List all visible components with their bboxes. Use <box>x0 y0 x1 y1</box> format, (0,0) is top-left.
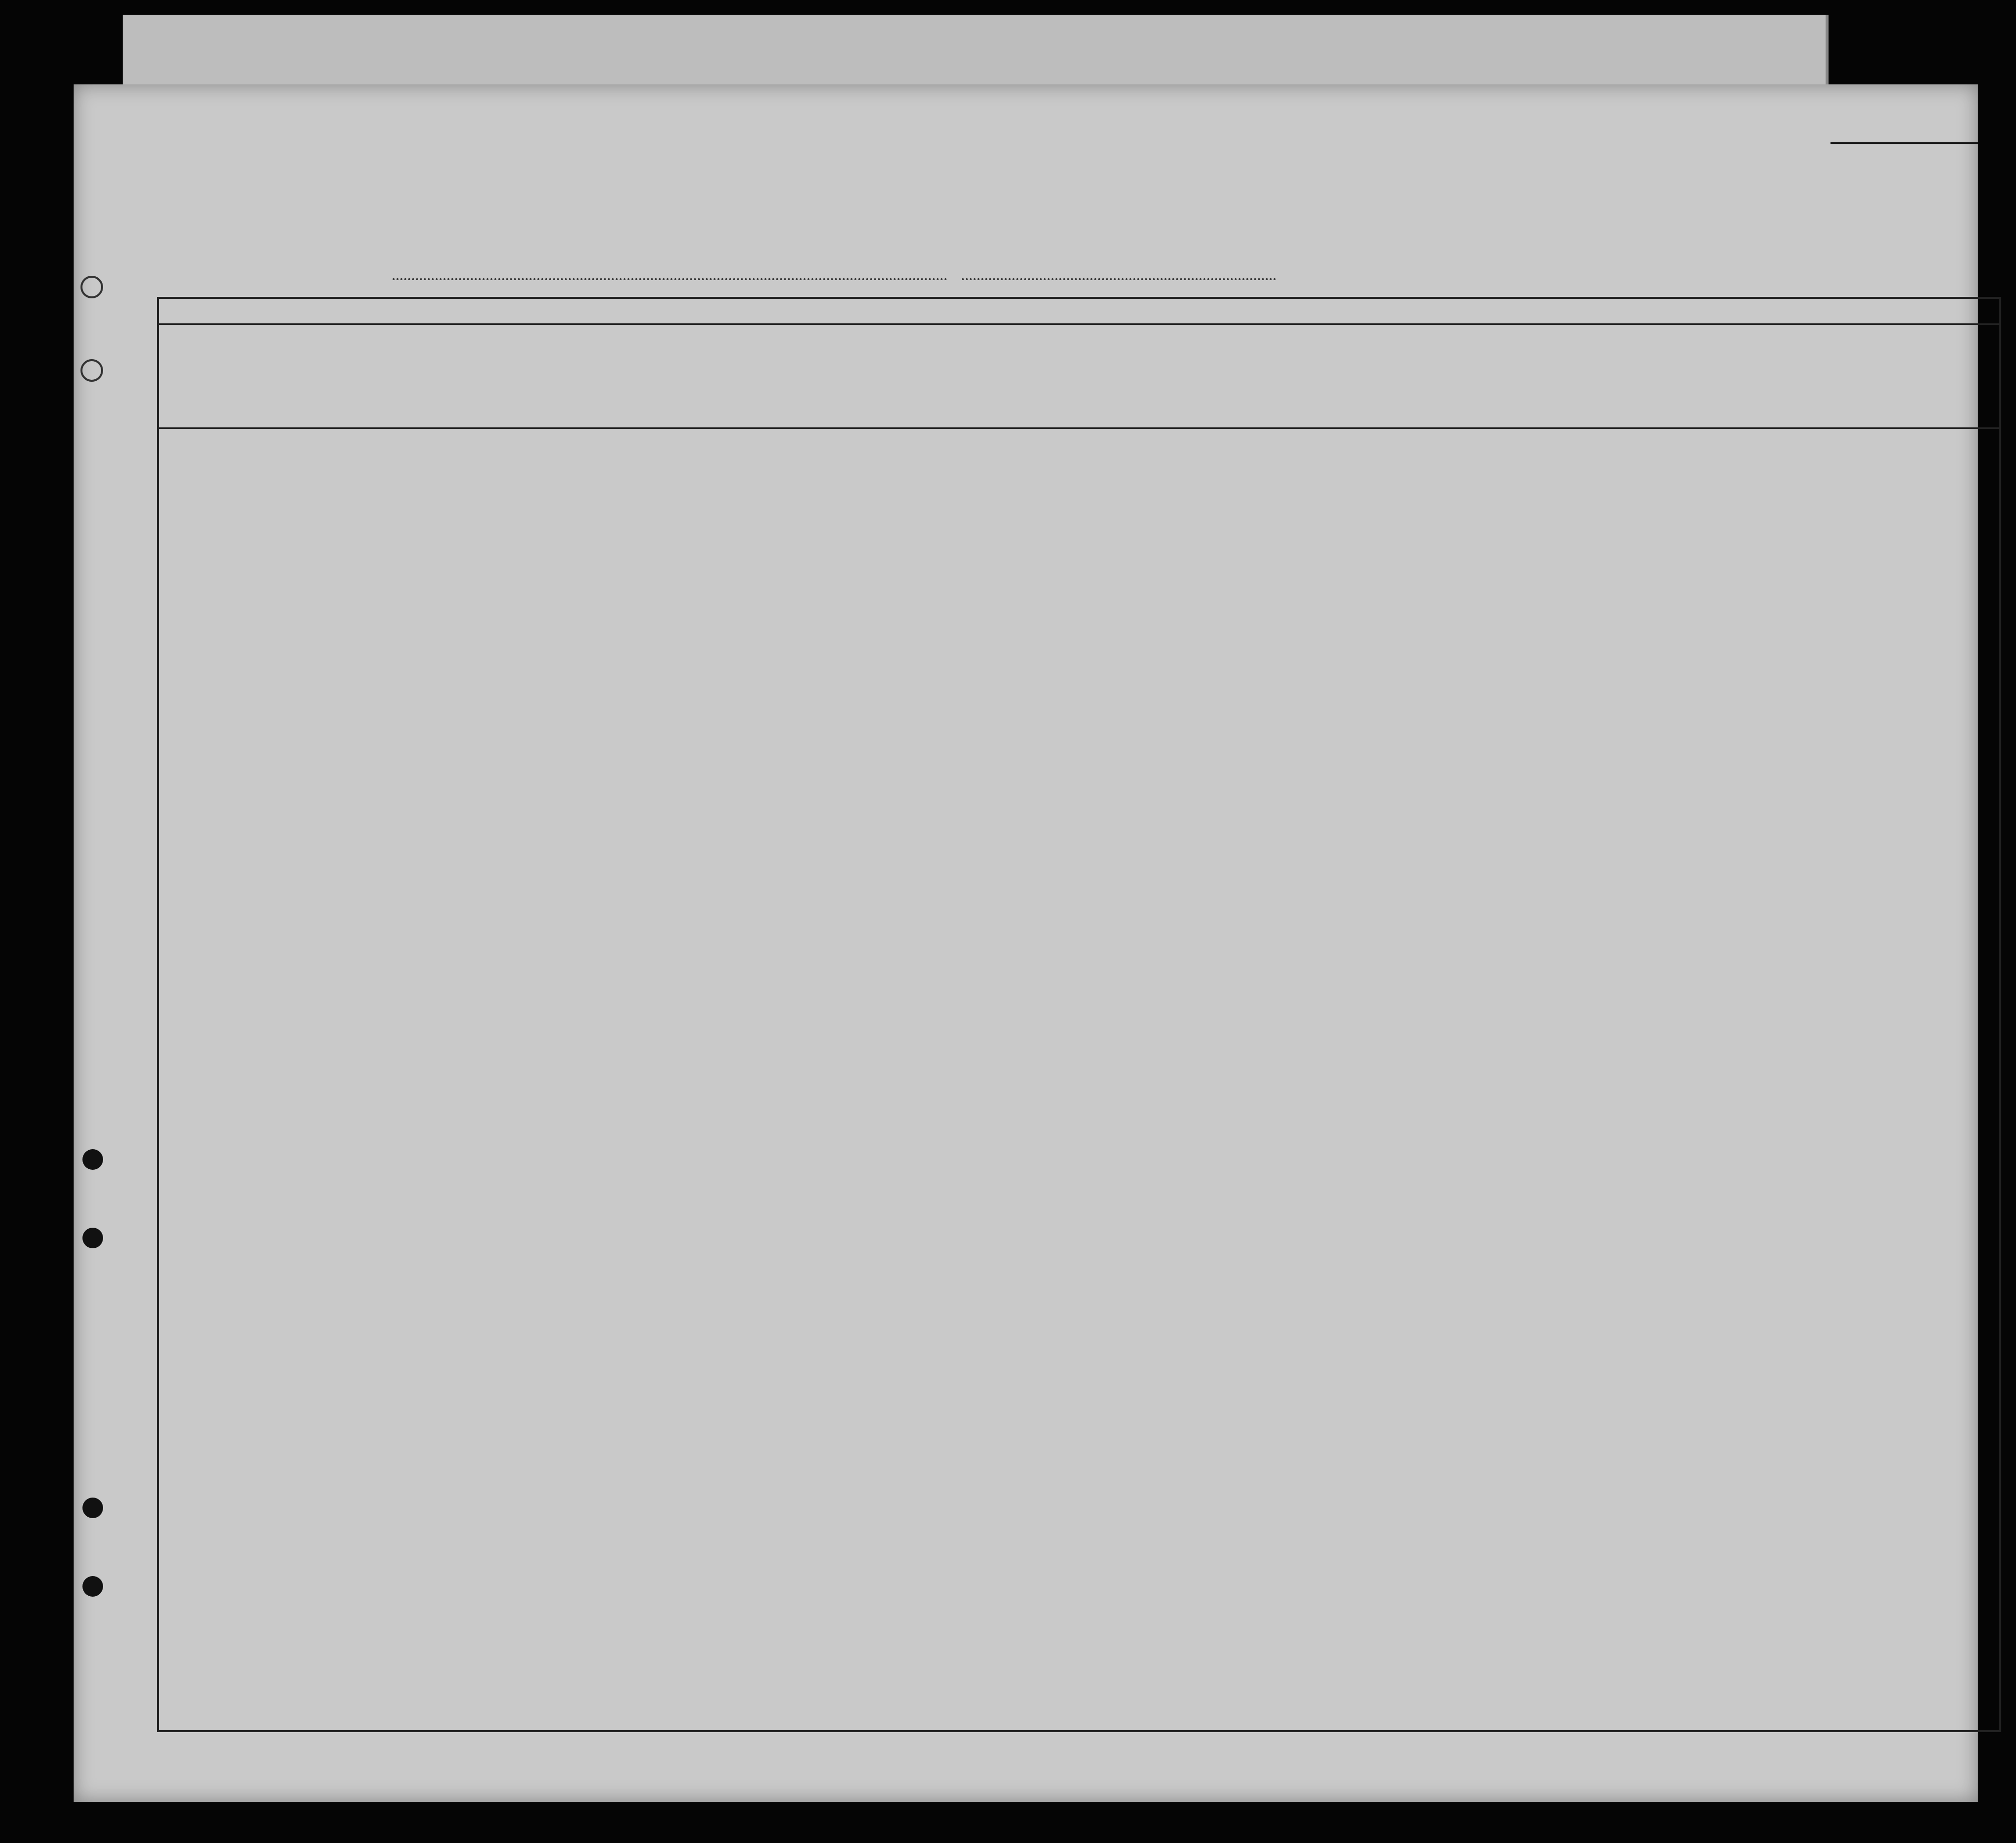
manifest-sheet <box>74 84 1978 1802</box>
binder-hole <box>82 1576 103 1597</box>
date-dotted-line <box>962 278 1276 280</box>
header-rule <box>159 323 1999 325</box>
header-rule <box>159 427 1999 429</box>
binder-ring <box>80 359 103 382</box>
binder-ring <box>80 276 103 298</box>
binder-hole <box>82 1149 103 1170</box>
list-underline <box>1830 142 1978 144</box>
port-dotted-line <box>393 278 947 280</box>
binder-hole <box>82 1228 103 1248</box>
binder-hole <box>82 1498 103 1518</box>
manifest-table <box>157 297 2001 1732</box>
